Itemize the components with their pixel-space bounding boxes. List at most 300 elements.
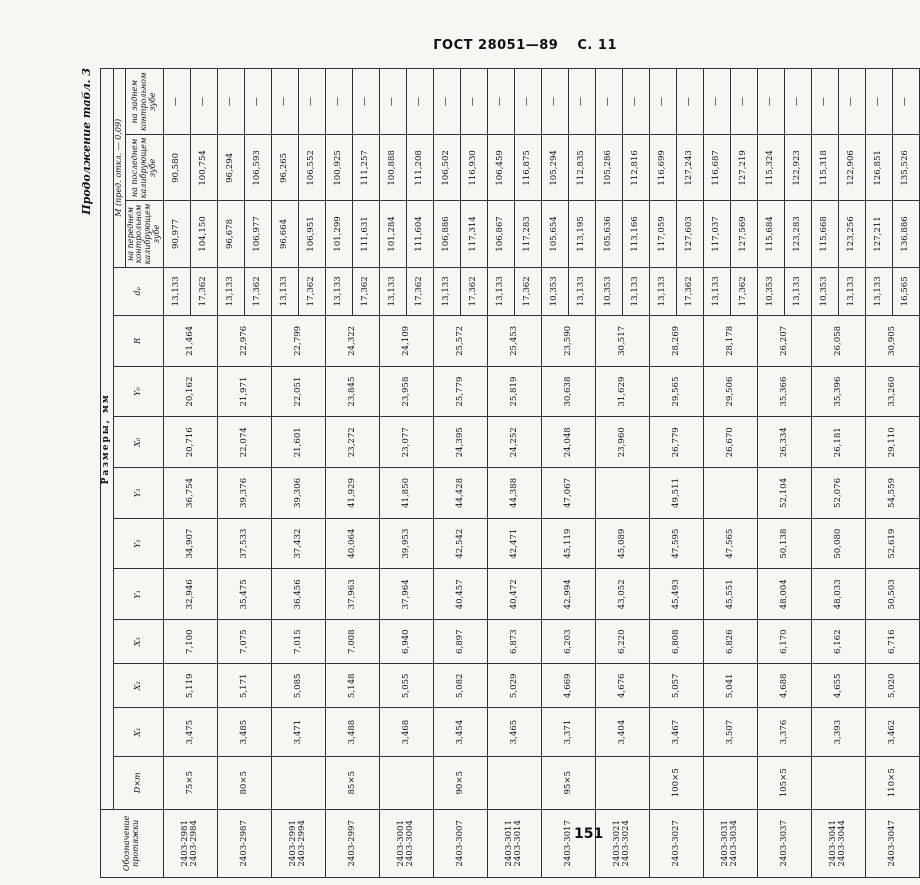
cell-dm bbox=[271, 756, 325, 809]
cell-r: 30,905 bbox=[865, 316, 919, 367]
col-x3: X₃ bbox=[113, 620, 163, 664]
cell-y2: 39,953 bbox=[379, 518, 433, 569]
cell-y3: 41,929 bbox=[325, 468, 379, 519]
col-y0: Y₀ bbox=[113, 366, 163, 417]
cell-y1: 35,475 bbox=[217, 569, 271, 620]
cell-y0: 22,051 bbox=[271, 366, 325, 417]
col-x0: X₀ bbox=[113, 417, 163, 468]
col-y2: Y₂ bbox=[113, 518, 163, 569]
cell-y2: 47,565 bbox=[703, 518, 757, 569]
cell-x0: 23,272 bbox=[325, 417, 379, 468]
cell-y0: 25,779 bbox=[433, 366, 487, 417]
cell-m-front: 90,977 bbox=[163, 201, 190, 267]
cell-y3: 52,104 bbox=[757, 468, 811, 519]
cell-x3: 6,716 bbox=[865, 620, 919, 664]
cell-m-front: 101,299 bbox=[325, 201, 352, 267]
cell-designation: 2403-3007 bbox=[433, 809, 487, 877]
cell-y0: 29,506 bbox=[703, 366, 757, 417]
cell-m-rear: — bbox=[433, 69, 460, 135]
cell-m-rear: — bbox=[190, 69, 217, 135]
cell-m-rear: — bbox=[271, 69, 298, 135]
cell-dp: 17,362 bbox=[460, 267, 487, 315]
cell-m-last: 122,906 bbox=[838, 135, 865, 201]
cell-dp: 17,362 bbox=[244, 267, 271, 315]
cell-m-last: 90,580 bbox=[163, 135, 190, 201]
cell-m-front: 123,256 bbox=[838, 201, 865, 267]
cell-y0: 35,366 bbox=[757, 366, 811, 417]
cell-dp: 10,353 bbox=[757, 267, 784, 315]
cell-y1: 32,946 bbox=[163, 569, 217, 620]
cell-dp: 13,133 bbox=[649, 267, 676, 315]
cell-m-last: 112,835 bbox=[568, 135, 595, 201]
cell-dp: 17,362 bbox=[514, 267, 541, 315]
cell-y1: 36,456 bbox=[271, 569, 325, 620]
cell-x1: 3,371 bbox=[541, 708, 595, 756]
cell-m-front: 115,668 bbox=[811, 201, 838, 267]
cell-y3: 52,076 bbox=[811, 468, 865, 519]
cell-m-rear: — bbox=[163, 69, 190, 135]
cell-y2: 47,595 bbox=[649, 518, 703, 569]
cell-m-front: 127,569 bbox=[730, 201, 757, 267]
cell-designation: 2403-3037 bbox=[757, 809, 811, 877]
cell-m-front: 123,283 bbox=[784, 201, 811, 267]
cell-m-rear: — bbox=[865, 69, 892, 135]
cell-dm: 80×5 bbox=[217, 756, 271, 809]
cell-y2: 45,119 bbox=[541, 518, 595, 569]
cell-x0: 23,960 bbox=[595, 417, 649, 468]
page-header bbox=[433, 38, 617, 53]
col-m-last: на последнем калибрующем зубе bbox=[125, 135, 163, 201]
cell-m-last: 127,219 bbox=[730, 135, 757, 201]
cell-m-front: 106,886 bbox=[433, 201, 460, 267]
cell-designation: 2403-2991 2403-2994 bbox=[271, 809, 325, 877]
cell-dm bbox=[379, 756, 433, 809]
cell-m-last: 116,699 bbox=[649, 135, 676, 201]
cell-dp: 17,362 bbox=[352, 267, 379, 315]
cell-m-last: 116,875 bbox=[514, 135, 541, 201]
table-row bbox=[703, 69, 730, 878]
cell-y0: 33,260 bbox=[865, 366, 919, 417]
cell-x3: 6,220 bbox=[595, 620, 649, 664]
cell-y1: 48,033 bbox=[811, 569, 865, 620]
cell-dp: 17,362 bbox=[190, 267, 217, 315]
cell-y1: 48,004 bbox=[757, 569, 811, 620]
cell-y0: 20,162 bbox=[163, 366, 217, 417]
cell-designation: 2403-3011 2403-3014 bbox=[487, 809, 541, 877]
cell-dm: 105×5 bbox=[757, 756, 811, 809]
cell-m-rear: — bbox=[568, 69, 595, 135]
col-y1: Y₁ bbox=[113, 569, 163, 620]
cell-m-rear: — bbox=[784, 69, 811, 135]
cell-r: 24,109 bbox=[379, 316, 433, 367]
cell-y1: 40,457 bbox=[433, 569, 487, 620]
cell-m-front: 106,951 bbox=[298, 201, 325, 267]
table-row bbox=[163, 69, 190, 878]
cell-m-last: 106,459 bbox=[487, 135, 514, 201]
cell-y0: 29,565 bbox=[649, 366, 703, 417]
table-row bbox=[433, 69, 460, 878]
cell-y2: 52,619 bbox=[865, 518, 919, 569]
cell-x2: 4,676 bbox=[595, 664, 649, 708]
cell-x3: 6,873 bbox=[487, 620, 541, 664]
cell-r: 28,269 bbox=[649, 316, 703, 367]
table-row bbox=[541, 69, 568, 878]
cell-m-last: 106,593 bbox=[244, 135, 271, 201]
cell-x1: 3,468 bbox=[379, 708, 433, 756]
cell-m-front: 136,886 bbox=[892, 201, 919, 267]
table-row bbox=[649, 69, 676, 878]
cell-x2: 5,082 bbox=[433, 664, 487, 708]
cell-x3: 6,203 bbox=[541, 620, 595, 664]
cell-y0: 23,958 bbox=[379, 366, 433, 417]
cell-m-last: 105,294 bbox=[541, 135, 568, 201]
cell-designation: 2403-3047 bbox=[865, 809, 919, 877]
cell-x0: 29,110 bbox=[865, 417, 919, 468]
cell-r: 23,590 bbox=[541, 316, 595, 367]
cell-m-rear: — bbox=[298, 69, 325, 135]
cell-x0: 26,181 bbox=[811, 417, 865, 468]
table-row bbox=[865, 69, 892, 878]
cell-y3: 36,754 bbox=[163, 468, 217, 519]
cell-r: 28,178 bbox=[703, 316, 757, 367]
cell-dp: 13,133 bbox=[325, 267, 352, 315]
cell-x2: 5,119 bbox=[163, 664, 217, 708]
cell-x1: 3,485 bbox=[217, 708, 271, 756]
cell-dp: 13,133 bbox=[271, 267, 298, 315]
cell-m-last: 122,923 bbox=[784, 135, 811, 201]
cell-y2: 45,089 bbox=[595, 518, 649, 569]
cell-m-front: 117,283 bbox=[514, 201, 541, 267]
cell-x1: 3,475 bbox=[163, 708, 217, 756]
cell-m-last: 116,930 bbox=[460, 135, 487, 201]
cell-x2: 5,020 bbox=[865, 664, 919, 708]
cell-y2: 42,471 bbox=[487, 518, 541, 569]
cell-m-front: 127,211 bbox=[865, 201, 892, 267]
cell-designation: 2403-3041 2403-3044 bbox=[811, 809, 865, 877]
cell-designation: 2403-2981 2403-2984 bbox=[163, 809, 217, 877]
cell-y3: 44,428 bbox=[433, 468, 487, 519]
cell-dp: 17,362 bbox=[298, 267, 325, 315]
cell-m-last: 112,816 bbox=[622, 135, 649, 201]
cell-m-last: 111,257 bbox=[352, 135, 379, 201]
table-row bbox=[325, 69, 352, 878]
cell-m-front: 105,654 bbox=[541, 201, 568, 267]
cell-x3: 7,015 bbox=[271, 620, 325, 664]
cell-m-last: 96,265 bbox=[271, 135, 298, 201]
standard-code: ГОСТ 28051—89 bbox=[433, 38, 559, 53]
cell-m-front: 117,037 bbox=[703, 201, 730, 267]
continuation-caption: Продолжение табл. 3 bbox=[80, 68, 93, 215]
cell-x3: 6,897 bbox=[433, 620, 487, 664]
cell-dp: 10,353 bbox=[811, 267, 838, 315]
cell-x1: 3,393 bbox=[811, 708, 865, 756]
cell-dp: 13,133 bbox=[217, 267, 244, 315]
cell-dp: 10,353 bbox=[541, 267, 568, 315]
cell-m-front: 113,166 bbox=[622, 201, 649, 267]
col-m-group: M (пред. откл. — 0,09) bbox=[113, 69, 125, 268]
cell-r: 26,058 bbox=[811, 316, 865, 367]
table-row bbox=[757, 69, 784, 878]
cell-m-rear: — bbox=[460, 69, 487, 135]
cell-m-front: 96,664 bbox=[271, 201, 298, 267]
cell-y2: 37,432 bbox=[271, 518, 325, 569]
cell-x3: 6,808 bbox=[649, 620, 703, 664]
cell-y3: 39,306 bbox=[271, 468, 325, 519]
table-row bbox=[595, 69, 622, 878]
cell-x3: 7,008 bbox=[325, 620, 379, 664]
cell-y0: 30,638 bbox=[541, 366, 595, 417]
cell-dp: 16,565 bbox=[892, 267, 919, 315]
dimensions-table bbox=[100, 68, 920, 878]
col-m-rear: на заднем контрольном зубе bbox=[125, 69, 163, 135]
cell-r: 25,572 bbox=[433, 316, 487, 367]
cell-dp: 17,362 bbox=[676, 267, 703, 315]
cell-x1: 3,465 bbox=[487, 708, 541, 756]
cell-m-last: 100,925 bbox=[325, 135, 352, 201]
cell-dp: 13,133 bbox=[487, 267, 514, 315]
cell-y3 bbox=[703, 468, 757, 519]
cell-m-last: 135,526 bbox=[892, 135, 919, 201]
cell-m-rear: — bbox=[757, 69, 784, 135]
cell-y2: 42,542 bbox=[433, 518, 487, 569]
cell-m-front: 117,059 bbox=[649, 201, 676, 267]
cell-y0: 21,971 bbox=[217, 366, 271, 417]
cell-m-rear: — bbox=[244, 69, 271, 135]
cell-x2: 5,029 bbox=[487, 664, 541, 708]
cell-m-rear: — bbox=[379, 69, 406, 135]
cell-m-rear: — bbox=[676, 69, 703, 135]
cell-m-last: 100,888 bbox=[379, 135, 406, 201]
page-number: 151 bbox=[574, 826, 604, 842]
cell-y3: 54,559 bbox=[865, 468, 919, 519]
cell-x1: 3,376 bbox=[757, 708, 811, 756]
cell-m-last: 100,754 bbox=[190, 135, 217, 201]
cell-m-last: 106,502 bbox=[433, 135, 460, 201]
cell-designation: 2403-3031 2403-3034 bbox=[703, 809, 757, 877]
cell-m-front: 127,603 bbox=[676, 201, 703, 267]
cell-y3: 44,388 bbox=[487, 468, 541, 519]
cell-x0: 20,716 bbox=[163, 417, 217, 468]
cell-m-rear: — bbox=[352, 69, 379, 135]
cell-m-rear: — bbox=[217, 69, 244, 135]
cell-x0: 21,601 bbox=[271, 417, 325, 468]
table-row bbox=[811, 69, 838, 878]
cell-x2: 4,655 bbox=[811, 664, 865, 708]
cell-y1: 42,994 bbox=[541, 569, 595, 620]
cell-designation: 2403-2997 bbox=[325, 809, 379, 877]
cell-r: 26,207 bbox=[757, 316, 811, 367]
col-x2: X₂ bbox=[113, 664, 163, 708]
cell-x1: 3,462 bbox=[865, 708, 919, 756]
cell-r: 25,453 bbox=[487, 316, 541, 367]
cell-dm bbox=[811, 756, 865, 809]
cell-m-rear: — bbox=[622, 69, 649, 135]
col-dp: dₚ bbox=[113, 267, 163, 315]
cell-designation: 2403-3017 bbox=[541, 809, 595, 877]
cell-x0: 24,048 bbox=[541, 417, 595, 468]
cell-x0: 22,074 bbox=[217, 417, 271, 468]
col-m-front: на переднем контрольном калибрующем зубе bbox=[125, 201, 163, 267]
cell-y0: 25,819 bbox=[487, 366, 541, 417]
cell-designation: 2403-3027 bbox=[649, 809, 703, 877]
cell-x1: 3,471 bbox=[271, 708, 325, 756]
col-dm: D×m bbox=[113, 756, 163, 809]
cell-y1: 45,493 bbox=[649, 569, 703, 620]
cell-y3: 47,067 bbox=[541, 468, 595, 519]
cell-x1: 3,454 bbox=[433, 708, 487, 756]
cell-dp: 13,133 bbox=[163, 267, 190, 315]
cell-x0: 26,670 bbox=[703, 417, 757, 468]
cell-m-front: 111,604 bbox=[406, 201, 433, 267]
cell-x2: 4,688 bbox=[757, 664, 811, 708]
cell-dp: 13,133 bbox=[838, 267, 865, 315]
cell-dm: 85×5 bbox=[325, 756, 379, 809]
cell-dp: 13,133 bbox=[865, 267, 892, 315]
cell-y3 bbox=[595, 468, 649, 519]
cell-x2: 4,669 bbox=[541, 664, 595, 708]
cell-m-front: 105,636 bbox=[595, 201, 622, 267]
cell-y0: 31,629 bbox=[595, 366, 649, 417]
cell-x3: 6,170 bbox=[757, 620, 811, 664]
cell-x2: 5,041 bbox=[703, 664, 757, 708]
cell-m-rear: — bbox=[541, 69, 568, 135]
cell-m-rear: — bbox=[892, 69, 919, 135]
cell-m-rear: — bbox=[595, 69, 622, 135]
cell-dp: 17,362 bbox=[730, 267, 757, 315]
cell-x0: 26,334 bbox=[757, 417, 811, 468]
cell-m-front: 96,678 bbox=[217, 201, 244, 267]
cell-m-last: 105,286 bbox=[595, 135, 622, 201]
cell-m-front: 106,977 bbox=[244, 201, 271, 267]
cell-dm bbox=[595, 756, 649, 809]
cell-dm: 75×5 bbox=[163, 756, 217, 809]
cell-x1: 3,404 bbox=[595, 708, 649, 756]
cell-r: 22,799 bbox=[271, 316, 325, 367]
cell-m-last: 127,243 bbox=[676, 135, 703, 201]
cell-x3: 6,162 bbox=[811, 620, 865, 664]
cell-m-last: 111,208 bbox=[406, 135, 433, 201]
cell-m-last: 115,318 bbox=[811, 135, 838, 201]
cell-y0: 35,396 bbox=[811, 366, 865, 417]
cell-m-rear: — bbox=[649, 69, 676, 135]
cell-x3: 6,826 bbox=[703, 620, 757, 664]
cell-m-last: 96,294 bbox=[217, 135, 244, 201]
cell-r: 30,517 bbox=[595, 316, 649, 367]
page-label: С. 11 bbox=[577, 38, 617, 53]
cell-x3: 7,100 bbox=[163, 620, 217, 664]
cell-dm: 100×5 bbox=[649, 756, 703, 809]
cell-y3: 49,511 bbox=[649, 468, 703, 519]
table-row bbox=[379, 69, 406, 878]
table-row bbox=[271, 69, 298, 878]
cell-dm: 90×5 bbox=[433, 756, 487, 809]
col-x1: X₁ bbox=[113, 708, 163, 756]
cell-designation: 2403-2987 bbox=[217, 809, 271, 877]
col-y3: Y₃ bbox=[113, 468, 163, 519]
cell-dp: 13,133 bbox=[784, 267, 811, 315]
cell-x1: 3,467 bbox=[649, 708, 703, 756]
cell-dp: 13,133 bbox=[622, 267, 649, 315]
cell-m-front: 113,195 bbox=[568, 201, 595, 267]
cell-y1: 40,472 bbox=[487, 569, 541, 620]
cell-x1: 3,488 bbox=[325, 708, 379, 756]
cell-dp: 13,133 bbox=[433, 267, 460, 315]
cell-y2: 37,533 bbox=[217, 518, 271, 569]
cell-m-last: 126,851 bbox=[865, 135, 892, 201]
cell-y3: 39,376 bbox=[217, 468, 271, 519]
cell-x0: 24,252 bbox=[487, 417, 541, 468]
cell-m-front: 106,867 bbox=[487, 201, 514, 267]
cell-m-front: 115,684 bbox=[757, 201, 784, 267]
cell-y1: 50,503 bbox=[865, 569, 919, 620]
cell-dp: 13,133 bbox=[703, 267, 730, 315]
col-r: R bbox=[113, 316, 163, 367]
table-row bbox=[217, 69, 244, 878]
cell-y1: 37,963 bbox=[325, 569, 379, 620]
cell-dp: 10,353 bbox=[595, 267, 622, 315]
cell-m-last: 115,324 bbox=[757, 135, 784, 201]
cell-m-front: 111,631 bbox=[352, 201, 379, 267]
table-row bbox=[487, 69, 514, 878]
cell-x0: 26,779 bbox=[649, 417, 703, 468]
cell-dp: 17,362 bbox=[406, 267, 433, 315]
cell-m-rear: — bbox=[703, 69, 730, 135]
cell-m-front: 117,314 bbox=[460, 201, 487, 267]
cell-dm: 110×5 bbox=[865, 756, 919, 809]
cell-m-rear: — bbox=[487, 69, 514, 135]
cell-r: 22,976 bbox=[217, 316, 271, 367]
table-body bbox=[163, 69, 919, 878]
cell-x2: 5,171 bbox=[217, 664, 271, 708]
cell-m-rear: — bbox=[406, 69, 433, 135]
cell-dp: 13,133 bbox=[379, 267, 406, 315]
cell-x2: 5,148 bbox=[325, 664, 379, 708]
cell-y1: 45,551 bbox=[703, 569, 757, 620]
cell-x2: 5,055 bbox=[379, 664, 433, 708]
cell-designation: 2403-3021 2403-3024 bbox=[595, 809, 649, 877]
cell-dm bbox=[487, 756, 541, 809]
cell-r: 24,322 bbox=[325, 316, 379, 367]
cell-x0: 24,395 bbox=[433, 417, 487, 468]
cell-m-rear: — bbox=[838, 69, 865, 135]
cell-x2: 5,057 bbox=[649, 664, 703, 708]
cell-m-last: 106,552 bbox=[298, 135, 325, 201]
cell-y2: 50,080 bbox=[811, 518, 865, 569]
col-designation: Обозначение протяжки bbox=[101, 809, 164, 877]
cell-x3: 7,075 bbox=[217, 620, 271, 664]
cell-m-rear: — bbox=[730, 69, 757, 135]
cell-m-last: 116,687 bbox=[703, 135, 730, 201]
cell-x2: 5,085 bbox=[271, 664, 325, 708]
cell-r: 21,464 bbox=[163, 316, 217, 367]
cell-y1: 43,052 bbox=[595, 569, 649, 620]
cell-m-rear: — bbox=[514, 69, 541, 135]
cell-m-front: 101,284 bbox=[379, 201, 406, 267]
cell-y0: 23,845 bbox=[325, 366, 379, 417]
cell-m-rear: — bbox=[811, 69, 838, 135]
cell-x3: 6,940 bbox=[379, 620, 433, 664]
cell-dm: 95×5 bbox=[541, 756, 595, 809]
cell-m-front: 104,150 bbox=[190, 201, 217, 267]
cell-y3: 41,850 bbox=[379, 468, 433, 519]
cell-x1: 3,507 bbox=[703, 708, 757, 756]
rotated-table-area bbox=[80, 68, 911, 878]
cell-y1: 37,964 bbox=[379, 569, 433, 620]
cell-x0: 23,077 bbox=[379, 417, 433, 468]
cell-dp: 13,133 bbox=[568, 267, 595, 315]
cell-y2: 50,138 bbox=[757, 518, 811, 569]
cell-m-rear: — bbox=[325, 69, 352, 135]
